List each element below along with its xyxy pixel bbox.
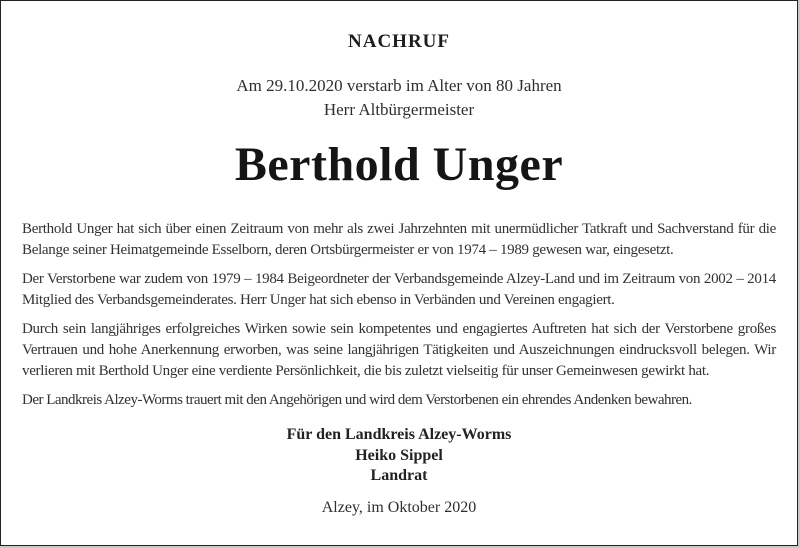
signature-organization: Für den Landkreis Alzey-Worms	[286, 426, 512, 443]
obituary-paragraph: Durch sein langjähriges erfolgreiches Wirken sowie sein kompetentes und engagiertes Auftreten hat sich der Verstorbene großes Vertrauen und hohe Anerkennung erworben, was seine langjährigen Tätigkeiten und Auszeichnungen eindrucksvoll belegen. Wir verlieren mit Berthold Unger eine verdiente Persönlichkeit, die bis zuletzt vielseitig für unser Gemeinwesen gewirkt hat.	[22, 321, 776, 379]
obituary-body	[22, 219, 776, 411]
obituary-paragraph: Der Verstorbene war zudem von 1979 – 1984 Beigeordneter der Verbandsgemeinde Alzey-Land und im Zeitraum von 2002 – 2014 Mitglied des Verbandsgemeinderates. Herr Unger hat sich ebenso in Verbänden und Vereinen engagiert.	[22, 271, 776, 308]
deceased-name: Berthold Unger	[234, 138, 564, 191]
signature-title: Landrat	[370, 467, 428, 484]
signature-name: Heiko Sippel	[355, 446, 443, 464]
honorific-title-line: Herr Altbürgermeister	[323, 100, 475, 119]
death-announcement-line: Am 29.10.2020 verstarb im Alter von 80 Jahren	[236, 76, 562, 95]
obituary-paragraph-closing: Der Landkreis Alzey-Worms trauert mit den Angehörigen und wird dem Verstorbenen ein ehrendes Andenken bewahren.	[22, 392, 692, 408]
place-date-line: Alzey, im Oktober 2020	[321, 498, 477, 516]
signature-block	[22, 425, 776, 487]
obituary-paragraph: Berthold Unger hat sich über einen Zeitraum von mehr als zwei Jahrzehnten mit unermüdlicher Tatkraft und Sachverstand für die Belange seiner Heimatgemeinde Esselborn, deren Ortsbürgermeister er von 1974 – 1989 gewesen war, eingesetzt.	[22, 221, 776, 258]
obituary-title: NACHRUF	[348, 31, 450, 52]
obituary-content	[1, 31, 797, 517]
